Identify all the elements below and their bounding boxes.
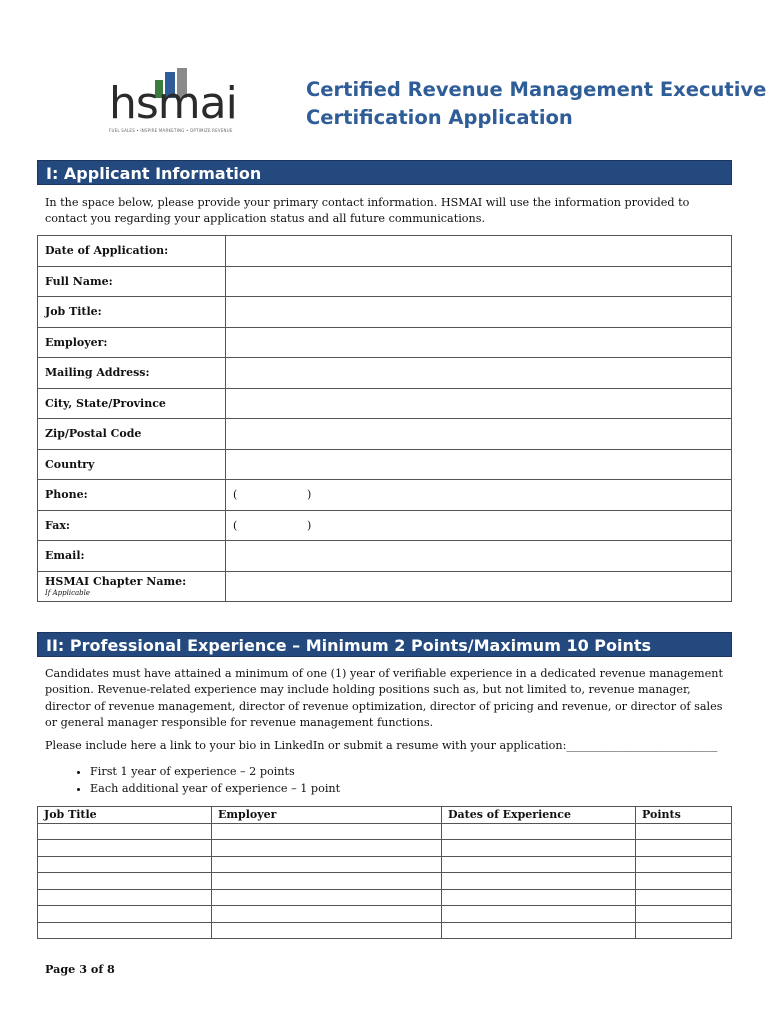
mailing-address-field[interactable] [226, 358, 732, 389]
cell[interactable] [38, 889, 212, 906]
cell[interactable] [442, 856, 636, 873]
table-row [38, 541, 732, 572]
table-row [38, 449, 732, 480]
cell[interactable] [212, 856, 442, 873]
cell[interactable] [636, 856, 732, 873]
field-label: Date of Application: [38, 236, 226, 267]
table-row [38, 823, 732, 840]
area-code-close: ) [307, 518, 312, 532]
area-code-open: ( [233, 488, 238, 502]
logo-tagline: FUEL SALES • INSPIRE MARKETING • OPTIMIZE REVENUE [109, 128, 233, 133]
cell[interactable] [636, 922, 732, 939]
experience-table [37, 806, 732, 939]
if-applicable-note: If Applicable [45, 589, 91, 598]
field-label: Job Title: [38, 297, 226, 328]
area-code-open: ( [233, 518, 238, 532]
cell[interactable] [212, 906, 442, 923]
cell[interactable] [636, 823, 732, 840]
table-row [38, 236, 732, 267]
table-row [38, 388, 732, 419]
logo-wordmark: hsmai [109, 78, 237, 129]
linkedin-request: Please include here a link to your bio in LinkedIn or submit a resume with your application:___________________________ [45, 739, 718, 752]
cell[interactable] [212, 889, 442, 906]
cell[interactable] [442, 922, 636, 939]
section-2-heading: II: Professional Experience – Minimum 2 Points/Maximum 10 Points [37, 632, 732, 657]
cell[interactable] [442, 906, 636, 923]
cell[interactable] [442, 840, 636, 857]
cell[interactable] [38, 856, 212, 873]
title-line-2: Certification Application [306, 106, 573, 129]
table-row [38, 266, 732, 297]
page-number: Page 3 of 8 [45, 962, 115, 976]
table-header-row [38, 807, 732, 824]
area-code-close: ) [307, 488, 312, 502]
table-row [38, 297, 732, 328]
hsmai-logo [105, 68, 235, 138]
cell[interactable] [38, 906, 212, 923]
cell[interactable] [212, 823, 442, 840]
table-row [38, 327, 732, 358]
field-label: Country [38, 449, 226, 480]
field-label: City, State/Province [38, 388, 226, 419]
col-job-title: Job Title [38, 807, 212, 824]
field-label: Zip/Postal Code [38, 419, 226, 450]
list-item: • Each additional year of experience – 1 point [90, 781, 340, 798]
field-label: Employer: [38, 327, 226, 358]
table-row [38, 840, 732, 857]
table-row [38, 856, 732, 873]
table-row [38, 480, 732, 511]
table-row [38, 419, 732, 450]
cell[interactable] [442, 823, 636, 840]
list-item: • First 1 year of experience – 2 points [90, 764, 340, 781]
phone-field[interactable] [226, 480, 732, 511]
city-state-field[interactable] [226, 388, 732, 419]
cell[interactable] [636, 840, 732, 857]
table-row [38, 922, 732, 939]
cell[interactable] [38, 823, 212, 840]
table-row [38, 873, 732, 890]
points-list [66, 764, 340, 797]
chapter-name-field[interactable] [226, 571, 732, 602]
field-label: Email: [38, 541, 226, 572]
section-2-intro: Candidates must have attained a minimum of one (1) year of verifiable experience in a dedicated revenue management position. Revenue-related experience may include holding positions such as, but not limited to, revenue manager, director of revenue management, director of revenue optimization, director of pricing and revenue, or director of sales or general manager responsible for revenue management functions. [45, 667, 723, 729]
col-points: Points [636, 807, 732, 824]
section-1-heading: I: Applicant Information [37, 160, 732, 185]
cell[interactable] [212, 840, 442, 857]
field-label: Mailing Address: [38, 358, 226, 389]
employer-field[interactable] [226, 327, 732, 358]
email-field[interactable] [226, 541, 732, 572]
field-label: Phone: [38, 480, 226, 511]
cell[interactable] [442, 873, 636, 890]
fax-field[interactable] [226, 510, 732, 541]
job-title-field[interactable] [226, 297, 732, 328]
chapter-name-label: HSMAI Chapter Name: [45, 575, 187, 589]
col-dates: Dates of Experience [442, 807, 636, 824]
cell[interactable] [212, 922, 442, 939]
cell[interactable] [636, 906, 732, 923]
field-label [38, 571, 226, 602]
cell[interactable] [442, 889, 636, 906]
table-row [38, 906, 732, 923]
cell[interactable] [636, 889, 732, 906]
table-row [38, 571, 732, 602]
country-field[interactable] [226, 449, 732, 480]
title-line-1: Certified Revenue Management Executive [306, 78, 767, 101]
cell[interactable] [38, 922, 212, 939]
table-row [38, 889, 732, 906]
date-of-application-field[interactable] [226, 236, 732, 267]
page-title [306, 76, 766, 132]
table-row [38, 510, 732, 541]
full-name-field[interactable] [226, 266, 732, 297]
cell[interactable] [212, 873, 442, 890]
section-1-intro: In the space below, please provide your primary contact information. HSMAI will use the information provided to contact you regarding your application status and all future communications. [45, 196, 690, 226]
table-row [38, 358, 732, 389]
cell[interactable] [38, 840, 212, 857]
field-label: Fax: [38, 510, 226, 541]
field-label: Full Name: [38, 266, 226, 297]
applicant-info-table [37, 235, 732, 602]
zip-postal-field[interactable] [226, 419, 732, 450]
col-employer: Employer [212, 807, 442, 824]
cell[interactable] [636, 873, 732, 890]
cell[interactable] [38, 873, 212, 890]
